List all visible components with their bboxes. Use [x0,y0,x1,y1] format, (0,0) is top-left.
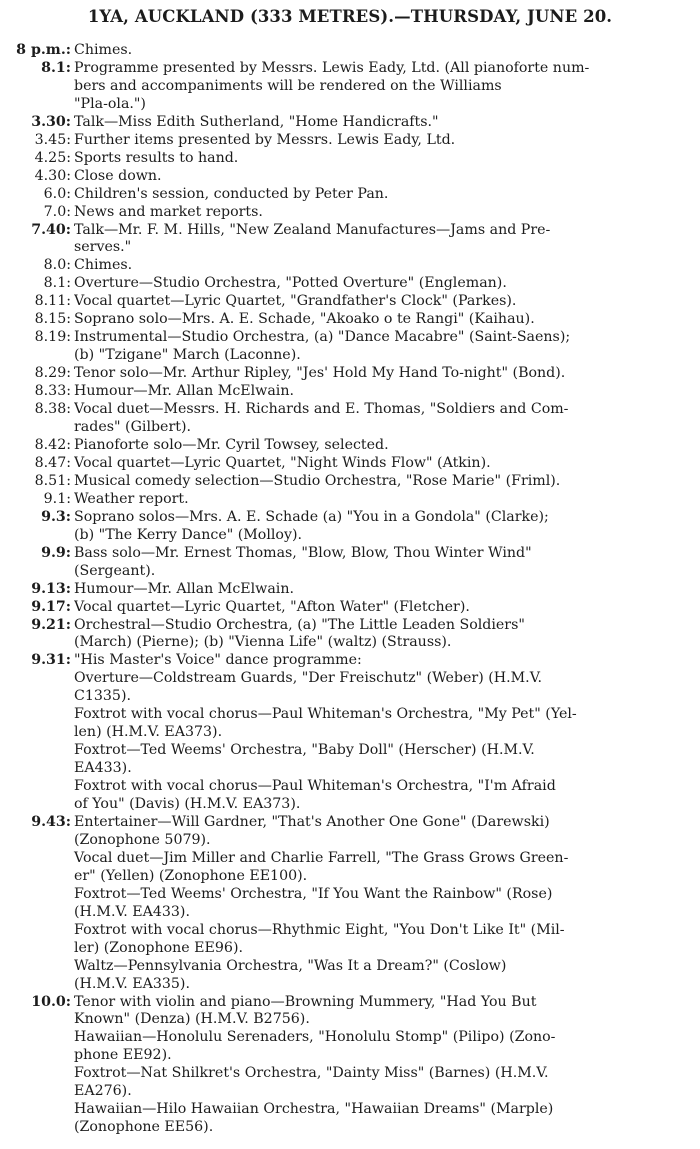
item-text: Entertainer—Will Gardner, "That's Another One Gone" (Darewski) (Zonophone 5079). [74,813,550,848]
time-label: 8.47: [34,454,71,471]
item-text: Vocal quartet—Lyric Quartet, "Night Winds Flow" (Atkin). [74,454,491,471]
time-label: 8.33: [34,383,71,400]
list-item [6,437,694,455]
item-text: Soprano solo—Mrs. A. E. Schade, "Akoako o te Rangi" (Kaihau). [74,311,535,328]
time-label: 9.9: [41,544,71,561]
item-text: Vocal quartet—Lyric Quartet, "Grandfather's Clock" (Parkes). [74,293,517,310]
item-text: Children's session, conducted by Peter Pan. [74,185,389,202]
list-item [6,257,694,275]
item-text: Further items presented by Messrs. Lewis Eady, Ltd. [74,131,456,148]
time-label: 8 p.m.: [16,42,71,58]
list-item [6,814,694,850]
item-text: News and market reports. [74,203,263,220]
list-item [6,150,694,168]
list-item [6,455,694,473]
time-label: 8.42: [34,436,71,453]
list-item [6,222,694,258]
time-label: 8.1: [43,275,71,292]
item-text: "His Master's Voice" dance programme: [74,652,362,669]
item-text: Weather report. [74,490,189,507]
item-text: Close down. [74,167,162,184]
item-text: Programme presented by Messrs. Lewis Eady, Ltd. (All pianoforte num- bers and accompaniments will be rendered on the Williams "Pla-ola.") [74,59,590,112]
time-label: 6.0: [43,185,71,202]
time-label: 3.45: [34,131,71,148]
list-item [6,383,694,401]
time-label: 9.3: [41,508,71,525]
record-item: Foxtrot—Ted Weems' Orchestra, "Baby Doll" (Herscher) (H.M.V. EA433). [74,742,535,777]
list-item [6,652,694,670]
list-item [6,114,694,132]
item-text: Humour—Mr. Allan McElwain. [74,580,294,597]
record-item: Vocal duet—Jim Miller and Charlie Farrell, "The Grass Grows Green- er" (Yellen) (Zonophone EE100). [74,849,569,884]
list-item [6,581,694,599]
record-item: Foxtrot—Ted Weems' Orchestra, "If You Want the Rainbow" (Rose) (H.M.V. EA433). [74,885,553,920]
list-item [6,204,694,222]
list-item [6,545,694,581]
record-item: Foxtrot with vocal chorus—Paul Whiteman's Orchestra, "I'm Afraid of You" (Davis) (H.M.V. EA373). [74,778,556,813]
time-label: 8.29: [34,365,71,382]
list-item [6,617,694,653]
list-item [6,509,694,545]
time-label: 9.13: [31,580,71,597]
time-label: 8.11: [34,293,71,310]
time-label: 8.19: [34,329,71,346]
programme-list [6,42,694,1137]
time-label: 8.1: [41,59,71,76]
record-item: Foxtrot with vocal chorus—Rhythmic Eight, "You Don't Like It" (Mil- ler) (Zonophone EE96). [74,921,565,956]
list-item [6,186,694,204]
list-item [6,599,694,617]
list-item [6,42,694,60]
record-item: Hawaiian—Hilo Hawaiian Orchestra, "Hawaiian Dreams" (Marple) (Zonophone EE56). [74,1101,554,1136]
record-item: Hawaiian—Honolulu Serenaders, "Honolulu Stomp" (Pilipo) (Zono- phone EE92). [74,1029,556,1064]
time-label: 8.51: [34,472,71,489]
item-text: Soprano solos—Mrs. A. E. Schade (a) "You in a Gondola" (Clarke); (b) "The Kerry Dance" (Molloy). [74,508,549,543]
time-label: 9.17: [31,598,71,615]
time-label: 10.0: [31,993,71,1010]
time-label: 3.30: [31,113,71,130]
list-item [6,132,694,150]
list-item [6,401,694,437]
item-text: Sports results to hand. [74,149,239,166]
list-item [6,994,694,1030]
time-label: 4.25: [34,149,71,166]
item-text: Orchestral—Studio Orchestra, (a) "The Little Leaden Soldiers" (March) (Pierne); (b) "Vienna Life" (waltz) (Strauss). [74,616,525,651]
time-label: 8.15: [34,311,71,328]
item-text: Vocal quartet—Lyric Quartet, "Afton Water" (Fletcher). [74,598,470,615]
list-item [6,311,694,329]
list-item [6,275,694,293]
list-item [6,293,694,311]
time-label: 7.40: [31,221,71,238]
list-item [6,60,694,114]
record-item: Overture—Coldstream Guards, "Der Freischutz" (Weber) (H.M.V. C1335). [74,670,542,705]
time-label: 9.1: [43,490,71,507]
item-text: Chimes. [74,257,133,274]
item-text: Talk—Mr. F. M. Hills, "New Zealand Manufactures—Jams and Pre- serves." [74,221,551,256]
item-text: Tenor solo—Mr. Arthur Ripley, "Jes' Hold My Hand To-night" (Bond). [74,365,566,382]
time-label: 8.38: [34,401,71,418]
item-text: Humour—Mr. Allan McElwain. [74,383,294,400]
record-item: Foxtrot with vocal chorus—Paul Whiteman's Orchestra, "My Pet" (Yel- len) (H.M.V. EA373). [74,706,577,741]
item-text: Overture—Studio Orchestra, "Potted Overture" (Engleman). [74,275,507,292]
list-item [6,365,694,383]
time-label: 4.30: [34,167,71,184]
record-item: Waltz—Pennsylvania Orchestra, "Was It a Dream?" (Coslow) (H.M.V. EA335). [74,957,507,992]
time-label: 7.0: [43,203,71,220]
list-item [6,329,694,365]
item-text: Instrumental—Studio Orchestra, (a) "Dance Macabre" (Saint-Saens); (b) "Tzigane" March (Laconne). [74,329,571,364]
time-label: 9.31: [31,652,71,669]
item-text: Vocal duet—Messrs. H. Richards and E. Thomas, "Soldiers and Com- rades" (Gilbert). [74,401,569,436]
time-label: 9.43: [31,813,71,830]
time-label: 9.21: [31,616,71,633]
item-text: Chimes. [74,42,133,58]
list-item [6,168,694,186]
time-label: 8.0: [43,257,71,274]
station-heading: 1YA, AUCKLAND (333 METRES).—THURSDAY, JUNE 20. [87,7,613,26]
record-item: Foxtrot—Nat Shilkret's Orchestra, "Dainty Miss" (Barnes) (H.M.V. EA276). [74,1065,549,1100]
item-text: Pianoforte solo—Mr. Cyril Towsey, selected. [74,436,389,453]
item-text: Musical comedy selection—Studio Orchestra, "Rose Marie" (Friml). [74,472,561,489]
list-item [6,473,694,491]
item-text: Bass solo—Mr. Ernest Thomas, "Blow, Blow, Thou Winter Wind" (Sergeant). [74,544,532,579]
item-text: Tenor with violin and piano—Browning Mummery, "Had You But Known" (Denza) (H.M.V. B2756). [74,993,537,1028]
item-text: Talk—Miss Edith Sutherland, "Home Handicrafts." [74,113,439,130]
list-item [6,491,694,509]
